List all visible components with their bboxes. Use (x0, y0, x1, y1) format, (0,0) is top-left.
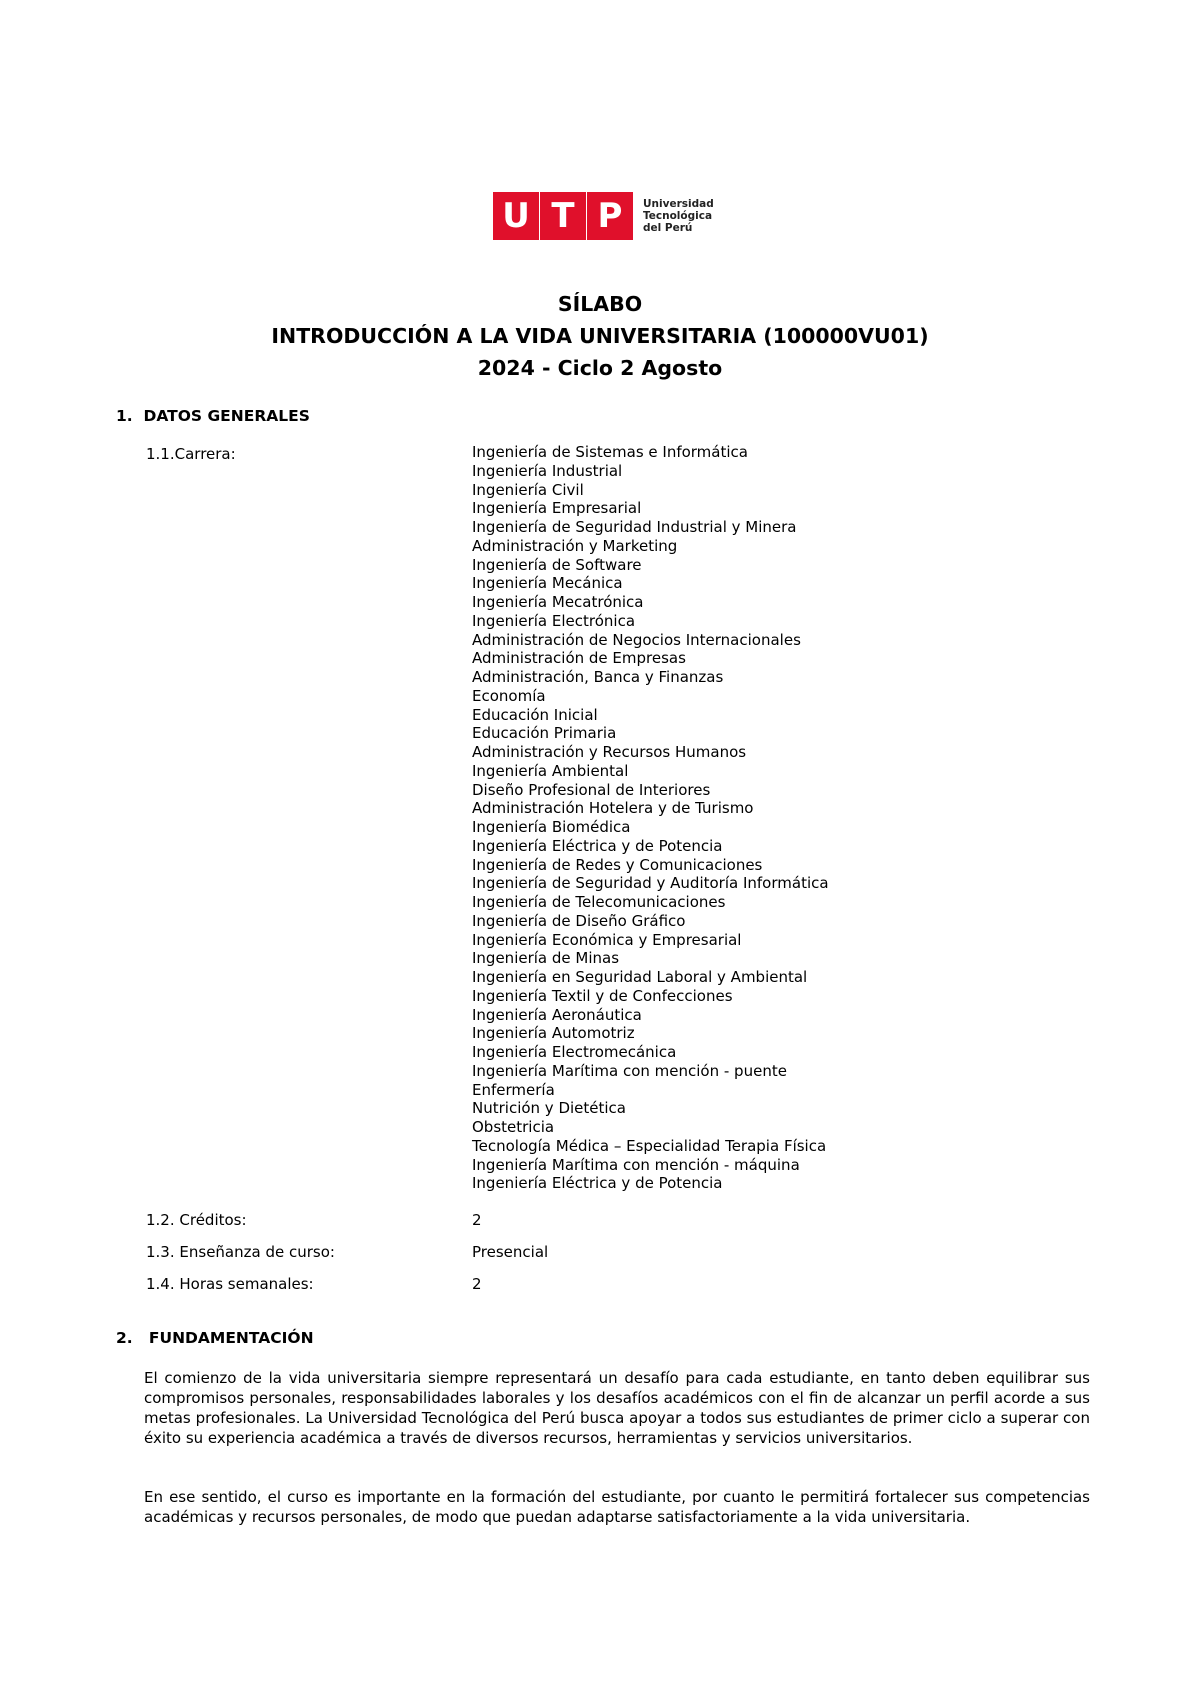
carrera-item: Ingeniería Civil (472, 480, 584, 499)
carrera-item: Enfermería (472, 1080, 555, 1099)
carrera-item: Ingeniería Industrial (472, 461, 623, 480)
logo-name-line: del Perú (643, 222, 693, 234)
carrera-item: Ingeniería Eléctrica y de Potencia (472, 836, 723, 855)
carrera-item: Diseño Profesional de Interiores (472, 780, 711, 799)
carrera-item: Ingeniería Biomédica (472, 818, 631, 836)
carrera-item: Administración de Empresas (472, 649, 686, 668)
carrera-item: Ingeniería Marítima con mención - puente (472, 1061, 787, 1080)
section-title: FUNDAMENTACIÓN (148, 1329, 314, 1347)
section-heading-fundamentacion (116, 1329, 314, 1347)
creditos-label: 1.2. Créditos: (146, 1211, 247, 1229)
logo-letter-t: T (540, 192, 586, 240)
section-title: DATOS GENERALES (143, 407, 310, 425)
carrera-item: Ingeniería Empresarial (472, 499, 642, 518)
carrera-item: Ingeniería Mecánica (472, 574, 623, 593)
course-period: 2024 - Ciclo 2 Agosto (477, 356, 723, 380)
fundamentacion-paragraph-2: En ese sentido, el curso es importante en la formación del estudiante, por cuanto le permitirá fortalecer sus competencias académicas y recursos personales, de modo que puedan adaptarse satisfactoriamente a la vida universitaria. (144, 1488, 1090, 1526)
logo-name-line: Universidad (643, 198, 714, 210)
carrera-item: Administración de Negocios Internacionales (472, 630, 801, 649)
document-header (0, 288, 1200, 384)
carrera-label: 1.1.Carrera: (146, 445, 236, 463)
creditos-value: 2 (472, 1211, 482, 1229)
carrera-item: Ingeniería de Seguridad Industrial y Minera (472, 518, 797, 536)
carrera-item: Ingeniería Electrónica (472, 611, 636, 630)
carrera-item: Ingeniería de Telecomunicaciones (472, 893, 726, 911)
carreras-list (472, 443, 829, 1193)
fundamentacion-paragraph-1: El comienzo de la vida universitaria siempre representará un desafío para cada estudiante, en tanto deben equilibrar sus compromisos personales, responsabilidades laborales y los desafíos académicos con el fin de alcanzar un perfil acorde a sus metas profesionales. La Universidad Tecnológica del Perú busca apoyar a todos sus estudiantes de primer ciclo a superar con éxito su experiencia académica a través de diversos recursos, herramientas y servicios universitarios. (144, 1369, 1090, 1447)
carrera-item: Ingeniería de Redes y Comunicaciones (472, 855, 763, 874)
document-title: SÍLABO (557, 292, 643, 316)
ensenanza-value: Presencial (472, 1243, 549, 1261)
logo-name-line: Tecnológica (643, 210, 713, 222)
section-number: 2. (116, 1329, 133, 1347)
carrera-item: Nutrición y Dietética (472, 1099, 626, 1118)
utp-logo (493, 192, 714, 240)
logo-letter-u: U (493, 192, 539, 240)
logo-university-name (643, 198, 714, 234)
carrera-item: Administración y Recursos Humanos (472, 743, 747, 761)
carrera-item: Ingeniería Económica y Empresarial (472, 930, 742, 949)
carrera-item: Educación Primaria (472, 724, 617, 743)
carrera-item: Obstetricia (472, 1118, 555, 1136)
horas-value: 2 (472, 1275, 482, 1293)
horas-label: 1.4. Horas semanales: (146, 1275, 314, 1293)
carrera-item: Ingeniería Electromecánica (472, 1043, 677, 1061)
carrera-item: Ingeniería Marítima con mención - máquina (472, 1155, 800, 1174)
carrera-item: Ingeniería de Minas (472, 949, 620, 968)
carrera-item: Ingeniería Automotriz (472, 1024, 635, 1043)
carrera-item: Administración Hotelera y de Turismo (472, 799, 754, 818)
carrera-item: Ingeniería Mecatrónica (472, 593, 644, 611)
carrera-item: Ingeniería de Diseño Gráfico (472, 911, 686, 930)
carrera-item: Ingeniería de Sistemas e Informática (472, 443, 748, 461)
carrera-item: Ingeniería Aeronáutica (472, 1005, 642, 1024)
carrera-item: Economía (472, 686, 546, 705)
carrera-item: Ingeniería de Software (472, 555, 642, 574)
course-title: INTRODUCCIÓN A LA VIDA UNIVERSITARIA (100000VU01) (271, 324, 929, 348)
carrera-item: Ingeniería Eléctrica y de Potencia (472, 1174, 723, 1193)
carrera-item: Ingeniería en Seguridad Laboral y Ambiental (472, 968, 808, 986)
ensenanza-label: 1.3. Enseñanza de curso: (146, 1243, 335, 1261)
carrera-item: Administración y Marketing (472, 536, 678, 555)
section-number: 1. (116, 407, 133, 425)
logo-letter-p: P (587, 192, 633, 240)
carrera-item: Tecnología Médica – Especialidad Terapia Física (472, 1136, 827, 1155)
carrera-item: Ingeniería Ambiental (472, 761, 629, 780)
carrera-item: Administración, Banca y Finanzas (472, 668, 724, 686)
carrera-item: Educación Inicial (472, 705, 598, 724)
section-heading-datos-generales (116, 407, 310, 425)
carrera-item: Ingeniería Textil y de Confecciones (472, 986, 733, 1005)
carrera-item: Ingeniería de Seguridad y Auditoría Informática (472, 874, 829, 893)
